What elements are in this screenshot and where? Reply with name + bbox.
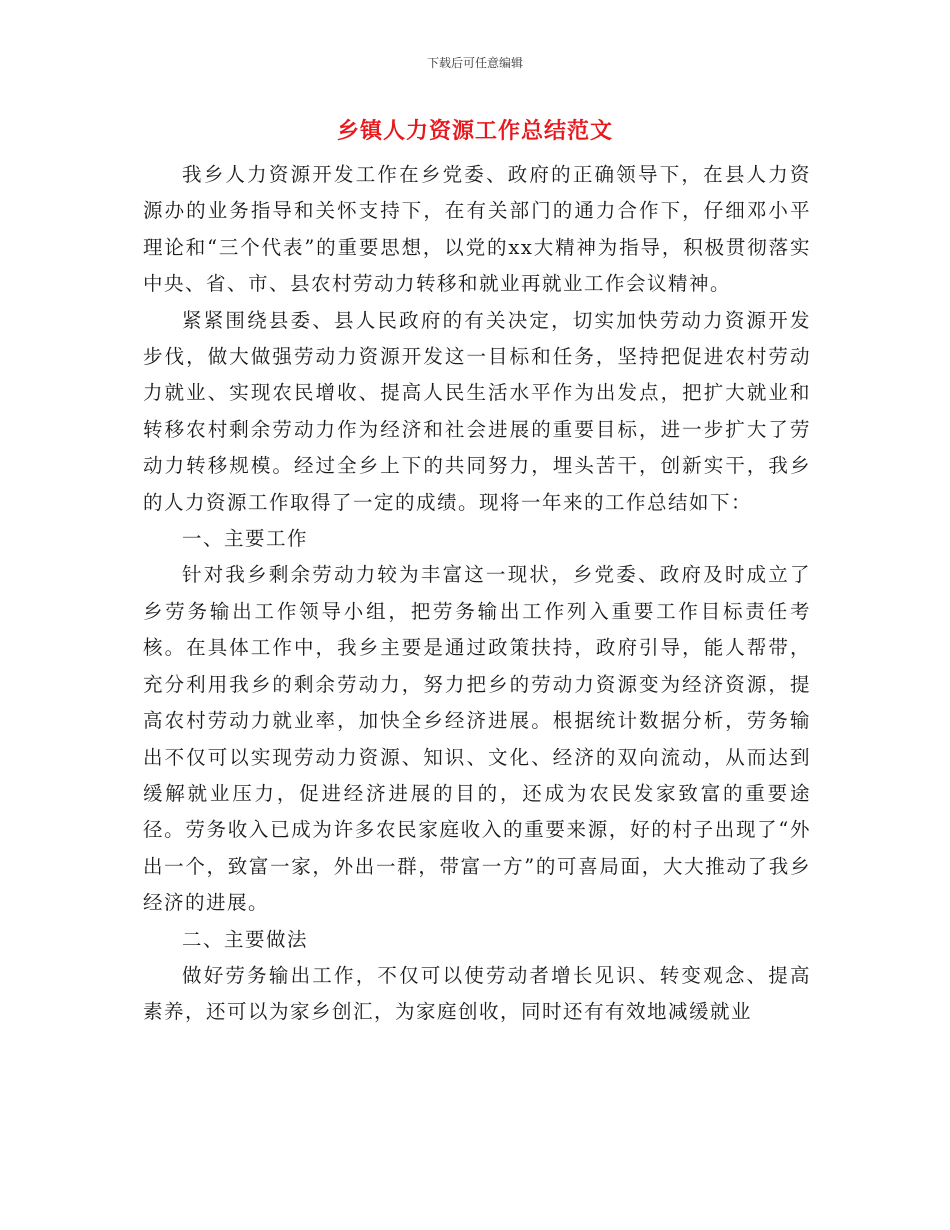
header-note: 下载后可任意编辑 <box>426 56 523 70</box>
paragraph-main-work: 针对我乡剩余劳动力较为丰富这一现状，乡党委、政府及时成立了乡劳务输出工作领导小组，把劳务输出工作列入重要工作目标责任考核。在具体工作中，我乡主要是通过政策扶持，政府引导，能人帮带，充分利用我乡的剩余劳动力，努力把乡的劳动力资源变为经济资源，提高农村劳动力就业率，加快全乡经济进展。根据统计数据分析，劳务输出不仅可以实现劳动力资源、知识、文化、经济的双向流动，从而达到缓解就业压力，促进经济进展的目的，还成为农民发家致富的重要途径。劳务收入已成为许多农民家庭收入的重要来源，好的村子出现了“外出一个，致富一家，外出一群，带富一方”的可喜局面，大大推动了我乡经济的进展。 <box>143 563 811 915</box>
section-heading-main-methods: 二、主要做法 <box>182 927 309 951</box>
paragraph-intro: 我乡人力资源开发工作在乡党委、政府的正确领导下，在县人力资源办的业务指导和关怀支持下，在有关部门的通力合作下，仔细邓小平理论和“三个代表”的重要思想，以党的xx大精神为指导，积极贯彻落实中央、省、市、县农村劳动力转移和就业再就业工作会议精神。 <box>143 163 811 296</box>
section-heading-main-work: 一、主要工作 <box>182 527 309 551</box>
document-title: 乡镇人力资源工作总结范文 <box>336 119 613 144</box>
paragraph-goals: 紧紧围绕县委、县人民政府的有关决定，切实加快劳动力资源开发步伐，做大做强劳动力资源开发这一目标和任务，坚持把促进农村劳动力就业、实现农民增收、提高人民生活水平作为出发点，把扩大就业和转移农村剩余劳动力作为经济和社会进展的重要目标，进一步扩大了劳动力转移规模。经过全乡上下的共同努力，埋头苦干，创新实干，我乡的人力资源工作取得了一定的成绩。现将一年来的工作总结如下： <box>143 308 811 514</box>
paragraph-main-methods: 做好劳务输出工作，不仅可以使劳动者增长见识、转变观念、提高素养，还可以为家乡创汇，为家庭创收，同时还有有效地减缓就业 <box>143 963 811 1024</box>
document-body <box>143 157 811 1031</box>
